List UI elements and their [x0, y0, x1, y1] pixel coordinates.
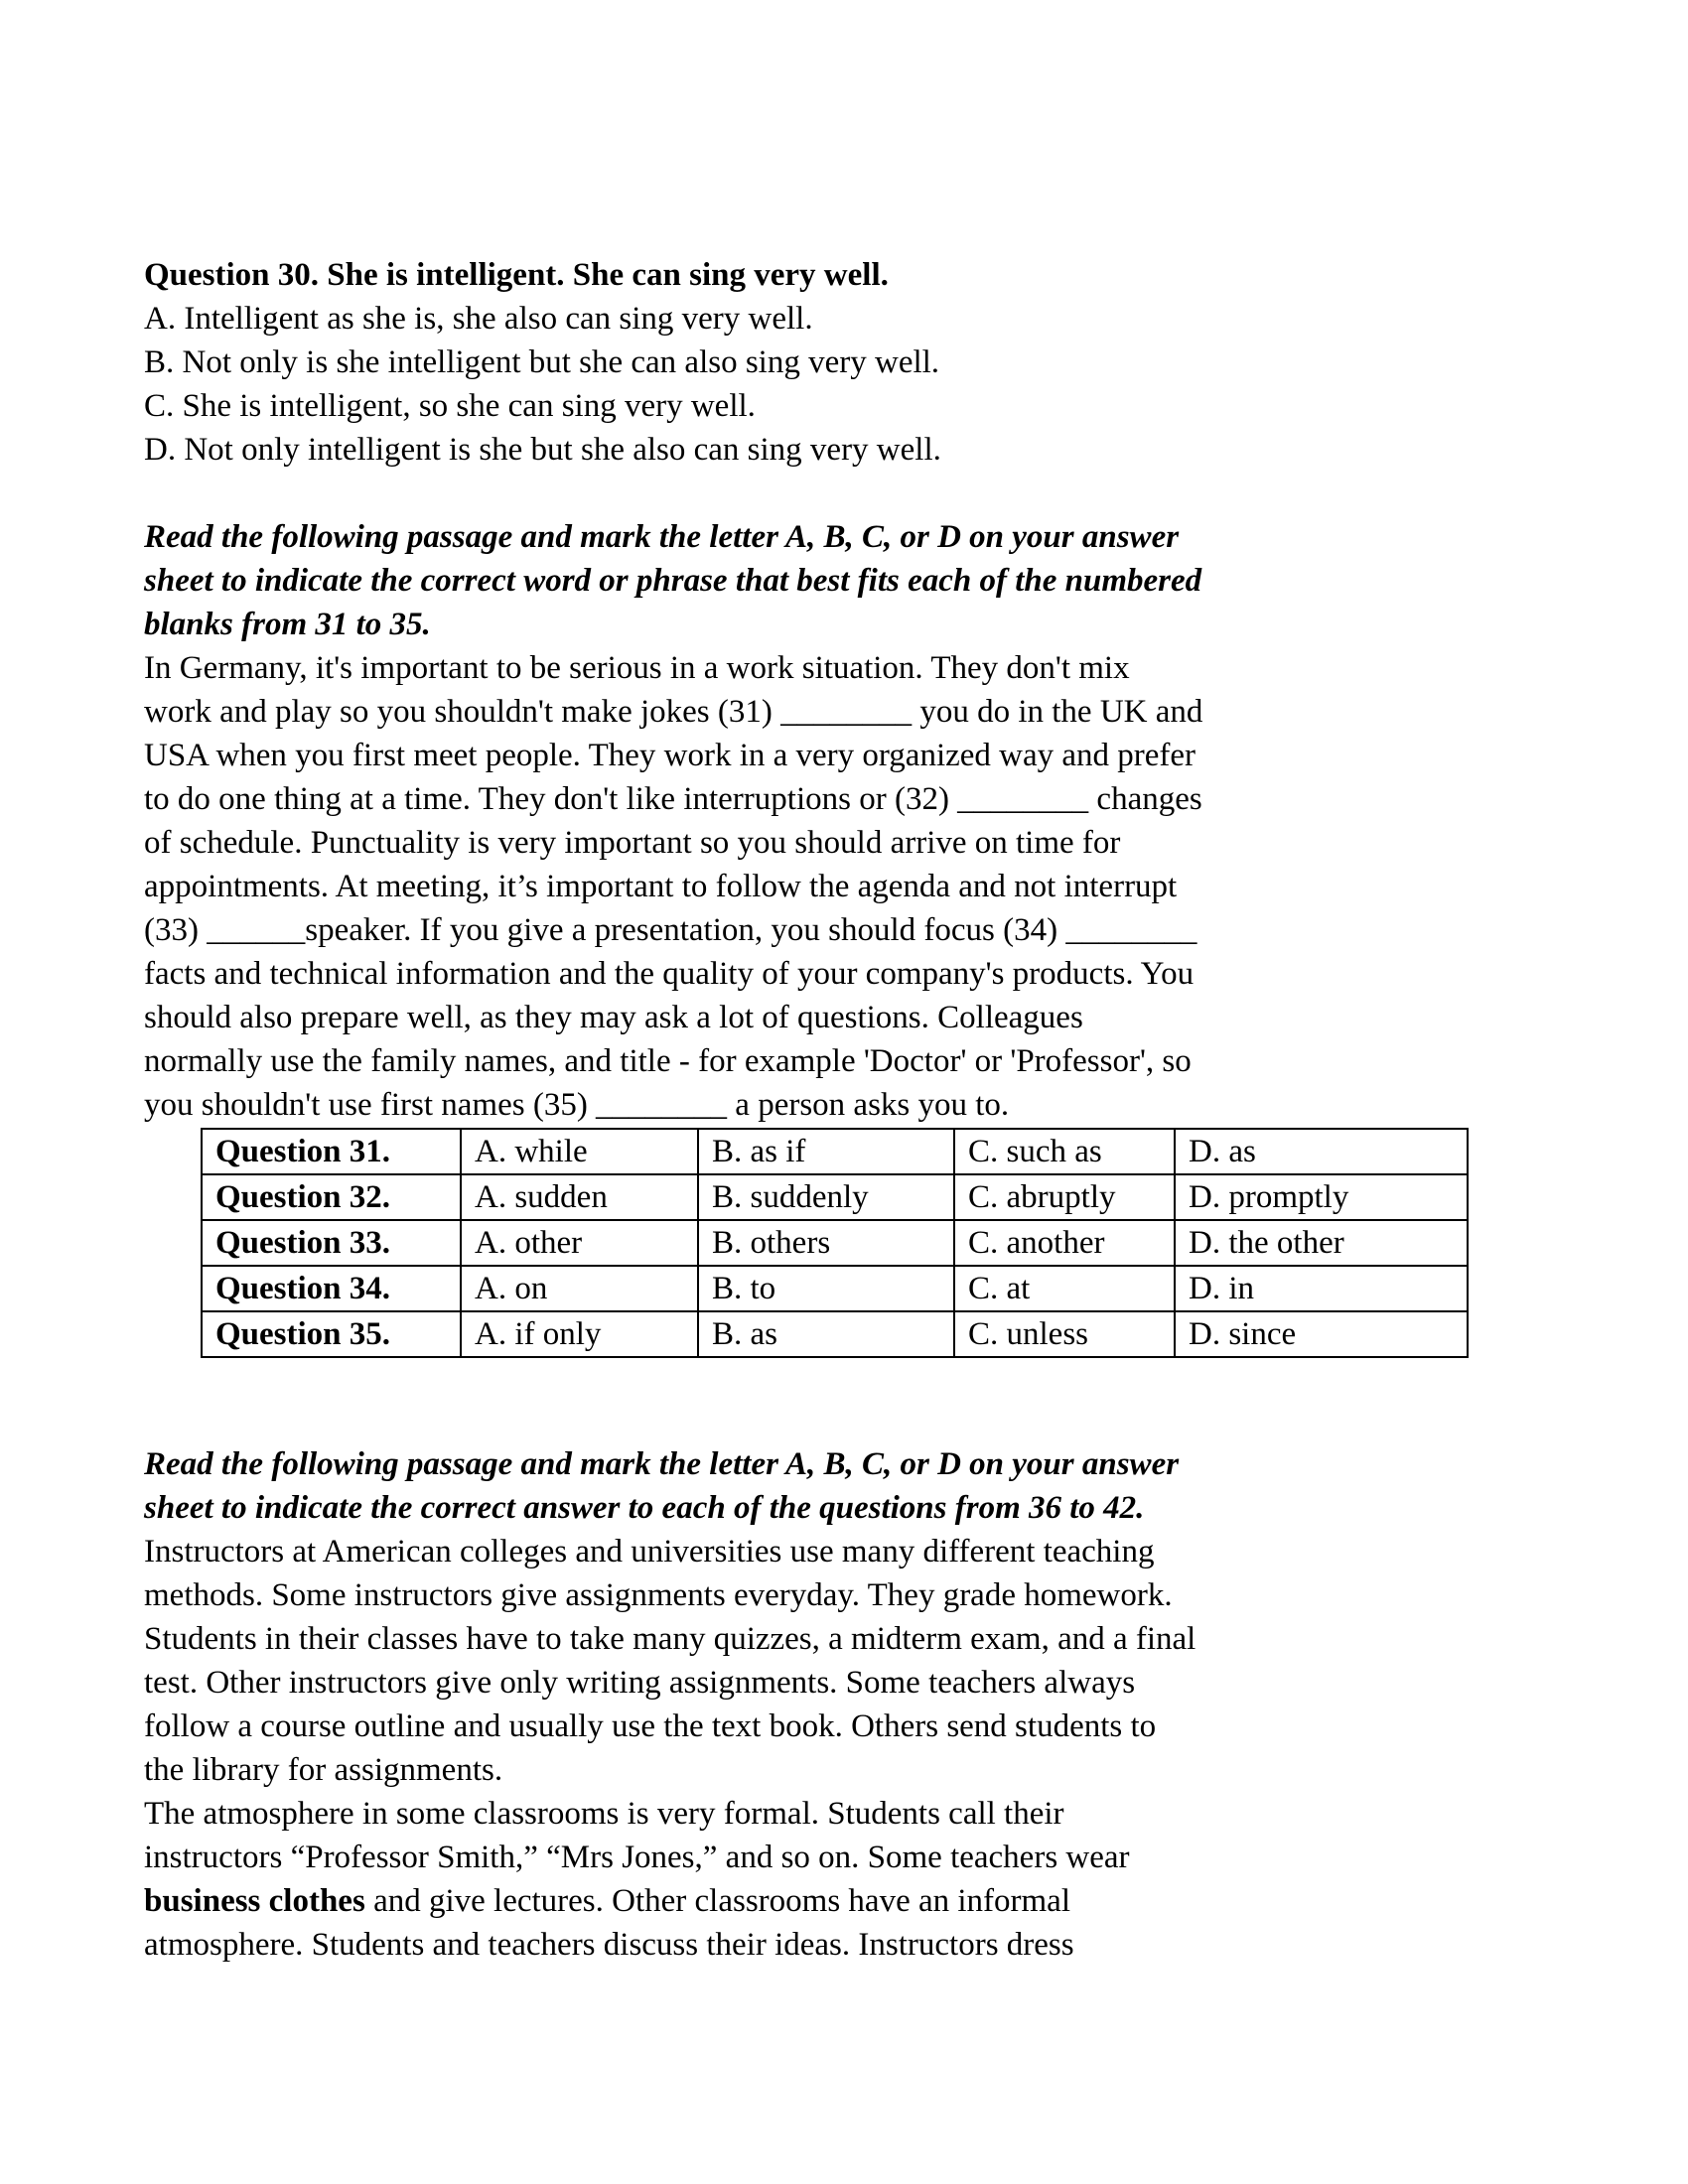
passage-line: to do one thing at a time. They don't like interruptions or (32) ________ changes — [144, 781, 1202, 817]
option-cell: A. sudden — [461, 1174, 698, 1220]
option-cell: D. in — [1175, 1266, 1468, 1311]
question-30-line: B. Not only is she intelligent but she can also sing very well. — [144, 344, 940, 380]
table-row — [202, 1174, 1468, 1220]
option-cell: B. suddenly — [698, 1174, 954, 1220]
passage-line: In Germany, it's important to be serious in a work situation. They don't mix — [144, 650, 1130, 686]
option-cell: C. abruptly — [954, 1174, 1175, 1220]
passage-line: Students in their classes have to take many quizzes, a midterm exam, and a final — [144, 1621, 1196, 1657]
instruction-36-42 — [144, 1442, 1574, 1530]
passage-line: methods. Some instructors give assignments everyday. They grade homework. — [144, 1577, 1173, 1613]
option-cell: C. another — [954, 1220, 1175, 1266]
passage-line: appointments. At meeting, it’s important to follow the agenda and not interrupt — [144, 869, 1178, 904]
question-30-block — [144, 253, 1574, 472]
passage-line: atmosphere. Students and teachers discuss their ideas. Instructors dress — [144, 1927, 1074, 1963]
option-cell: B. as if — [698, 1129, 954, 1174]
passage-line: USA when you first meet people. They work in a very organized way and prefer — [144, 738, 1196, 773]
options-table-body — [202, 1129, 1468, 1357]
option-cell: C. unless — [954, 1311, 1175, 1357]
passage-line: Instructors at American colleges and universities use many different teaching — [144, 1534, 1155, 1570]
cloze-passage-31-35 — [144, 646, 1574, 1127]
option-cell: A. other — [461, 1220, 698, 1266]
passage-line: follow a course outline and usually use the text book. Others send students to — [144, 1708, 1157, 1744]
question-30-line: C. She is intelligent, so she can sing very well. — [144, 388, 756, 424]
option-cell: D. promptly — [1175, 1174, 1468, 1220]
table-row — [202, 1220, 1468, 1266]
question-label-cell: Question 31. — [202, 1129, 461, 1174]
passage-line: test. Other instructors give only writing assignments. Some teachers always — [144, 1665, 1136, 1701]
passage-line: you shouldn't use first names (35) ________ a person asks you to. — [144, 1087, 1010, 1123]
question-label-cell: Question 32. — [202, 1174, 461, 1220]
instruction-line: Read the following passage and mark the letter A, B, C, or D on your answer — [144, 519, 1180, 555]
option-cell: D. the other — [1175, 1220, 1468, 1266]
instruction-line: Read the following passage and mark the letter A, B, C, or D on your answer — [144, 1446, 1180, 1482]
question-label-cell: Question 34. — [202, 1266, 461, 1311]
table-row — [202, 1311, 1468, 1357]
page-content — [144, 253, 1574, 1967]
question-label-cell: Question 33. — [202, 1220, 461, 1266]
passage-line: facts and technical information and the quality of your company's products. You — [144, 956, 1195, 992]
option-cell: D. as — [1175, 1129, 1468, 1174]
passage-line: normally use the family names, and title - for example 'Doctor' or 'Professor', so — [144, 1043, 1192, 1079]
option-cell: C. such as — [954, 1129, 1175, 1174]
passage-line: of schedule. Punctuality is very important so you should arrive on time for — [144, 825, 1121, 861]
option-cell: B. to — [698, 1266, 954, 1311]
passage-line: The atmosphere in some classrooms is very formal. Students call their — [144, 1796, 1064, 1832]
question-label-cell: Question 35. — [202, 1311, 461, 1357]
passage-line: should also prepare well, as they may ask a lot of questions. Colleagues — [144, 1000, 1083, 1035]
option-cell: B. others — [698, 1220, 954, 1266]
passage-line: (33) ______speaker. If you give a presentation, you should focus (34) ________ — [144, 912, 1197, 948]
option-cell: C. at — [954, 1266, 1175, 1311]
option-cell: A. if only — [461, 1311, 698, 1357]
passage-line: business clothes and give lectures. Other classrooms have an informal — [144, 1883, 1070, 1919]
question-30-line: D. Not only intelligent is she but she also can sing very well. — [144, 432, 941, 468]
option-cell: A. on — [461, 1266, 698, 1311]
passage-line: the library for assignments. — [144, 1752, 503, 1788]
table-row — [202, 1266, 1468, 1311]
reading-passage-36-42 — [144, 1530, 1574, 1967]
instruction-line: sheet to indicate the correct answer to each of the questions from 36 to 42. — [144, 1490, 1145, 1526]
passage-line: instructors “Professor Smith,” “Mrs Jones,” and so on. Some teachers wear — [144, 1840, 1130, 1875]
question-30-line: Question 30. She is intelligent. She can sing very well. — [144, 257, 889, 293]
instruction-31-35 — [144, 515, 1574, 646]
question-30-line: A. Intelligent as she is, she also can sing very well. — [144, 301, 813, 337]
option-cell: B. as — [698, 1311, 954, 1357]
blank-line — [144, 472, 1574, 515]
instruction-line: sheet to indicate the correct word or phrase that best fits each of the numbered — [144, 563, 1202, 599]
option-cell: A. while — [461, 1129, 698, 1174]
table-row — [202, 1129, 1468, 1174]
options-table-31-35 — [201, 1128, 1469, 1358]
passage-line: work and play so you shouldn't make jokes (31) ________ you do in the UK and — [144, 694, 1203, 730]
instruction-line: blanks from 31 to 35. — [144, 607, 431, 642]
option-cell: D. since — [1175, 1311, 1468, 1357]
